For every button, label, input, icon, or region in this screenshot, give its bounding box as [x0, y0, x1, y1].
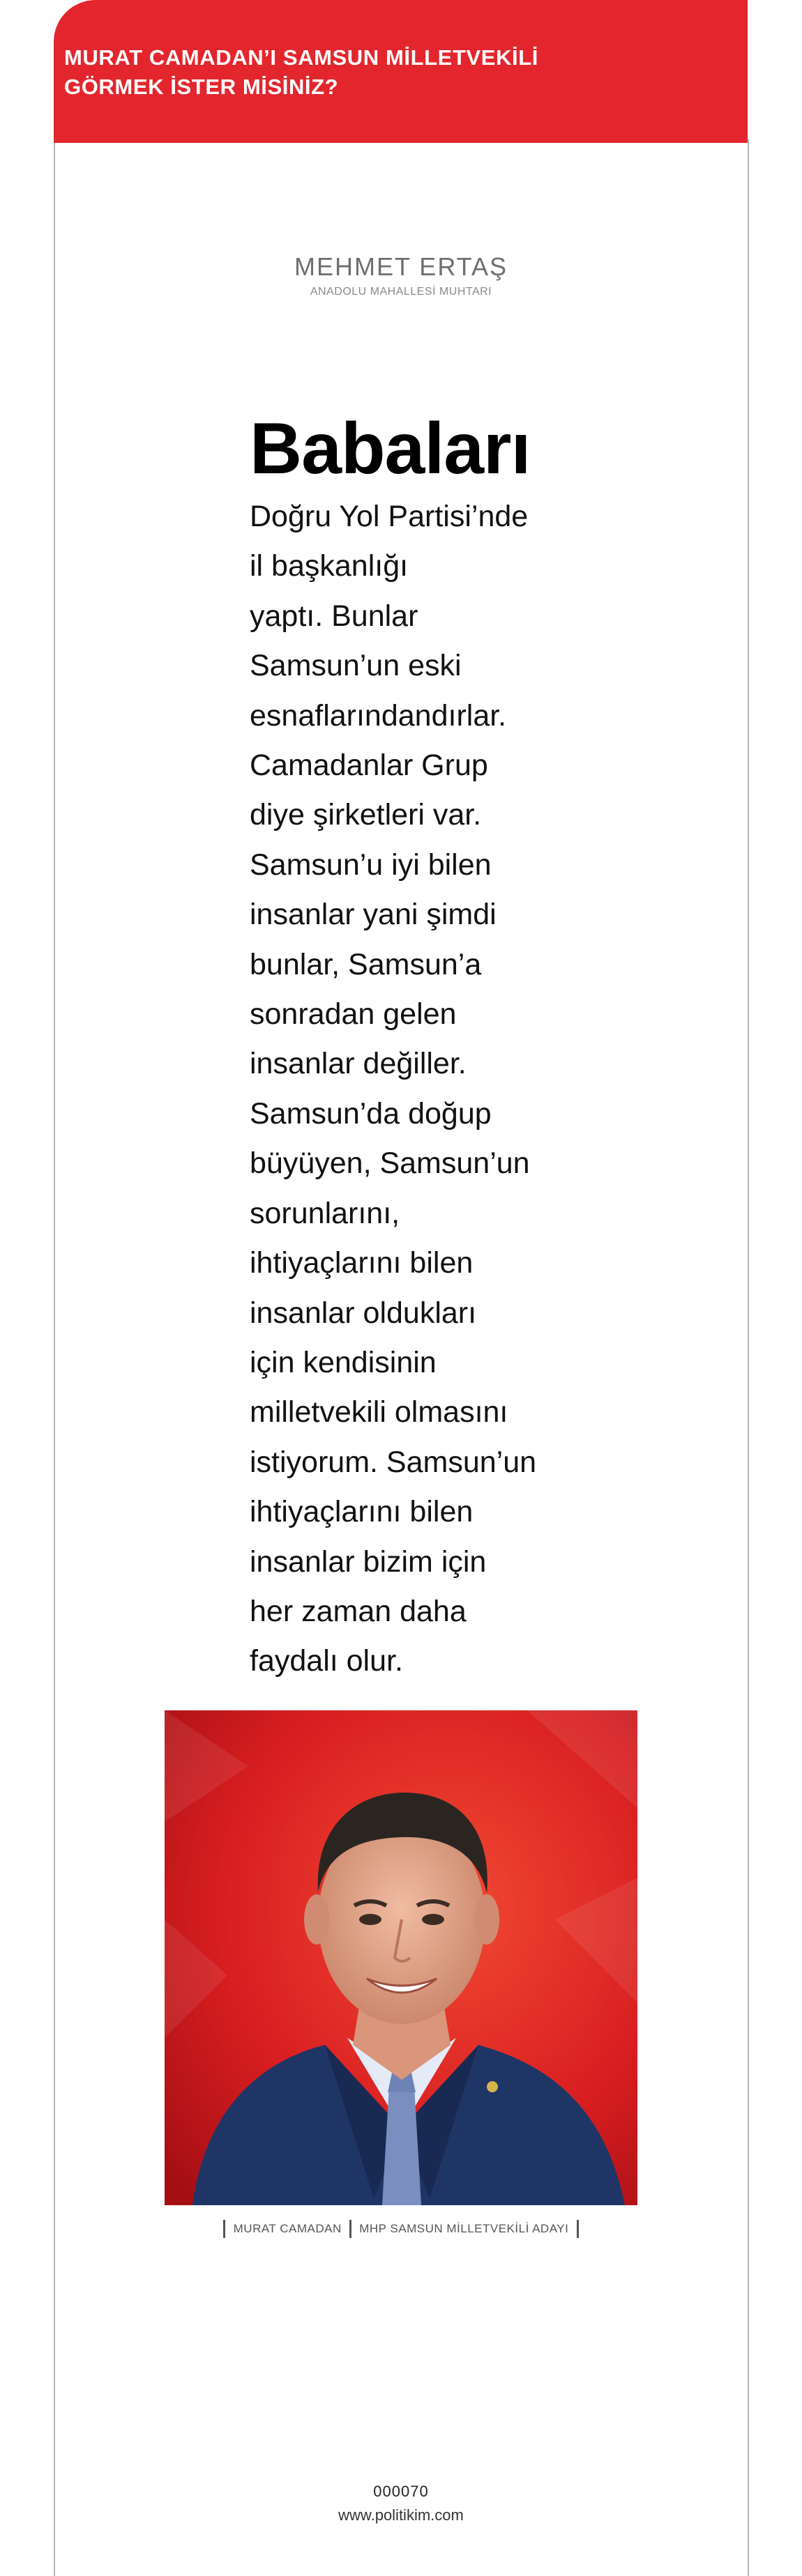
article-body	[250, 492, 557, 1687]
article-line: Camadanlar Grup	[250, 749, 488, 783]
article-line: Samsun’un eski	[250, 649, 462, 683]
article-line: için kendisinin	[250, 1345, 437, 1379]
article-line: il başkanlığı	[250, 549, 409, 583]
article-line: bunlar, Samsun’a	[250, 947, 482, 981]
article-line: insanlar bizim için	[250, 1544, 487, 1579]
article-line: diye şirketleri var.	[250, 798, 482, 832]
caption-divider	[223, 2220, 225, 2238]
article-line: esnaflarındandırlar.	[250, 698, 507, 733]
photo-caption	[0, 2220, 802, 2238]
caption-divider	[349, 2220, 351, 2238]
article-heading: Babaları	[250, 408, 531, 489]
author-name: MEHMET ERTAŞ	[294, 252, 508, 281]
page-code: 000070	[373, 2483, 429, 2500]
article-line: her zaman daha	[250, 1594, 467, 1628]
article-line: Samsun’da doğup	[250, 1096, 492, 1130]
banner-title	[64, 43, 664, 102]
article-line: milletvekili olmasını	[250, 1395, 508, 1429]
banner-title-line-1: MURAT CAMADAN’I SAMSUN MİLLETVEKİLİ	[64, 45, 538, 70]
article-line: faydalı olur.	[250, 1644, 403, 1678]
article-line: sorunlarını,	[250, 1196, 400, 1230]
article-line: istiyorum. Samsun’un	[250, 1445, 537, 1479]
portrait-illustration	[165, 1710, 637, 2205]
article-line: sonradan gelen	[250, 997, 457, 1032]
banner-title-line-2: GÖRMEK İSTER MİSİNİZ?	[64, 75, 339, 99]
article-line: insanlar yani şimdi	[250, 898, 497, 932]
article-line: Doğru Yol Partisi’nde	[250, 500, 529, 533]
frame-left-border	[54, 139, 55, 2576]
footer	[0, 2483, 802, 2524]
caption-role: MHP SAMSUN MİLLETVEKİLİ ADAYI	[359, 2222, 569, 2235]
caption-divider	[577, 2220, 579, 2238]
article-line: büyüyen, Samsun’un	[250, 1147, 530, 1181]
article-line: ihtiyaçlarını bilen	[250, 1495, 474, 1529]
article	[250, 408, 557, 1687]
article-line: insanlar oldukları	[250, 1296, 477, 1330]
caption-name: MURAT CAMADAN	[233, 2222, 342, 2235]
site-url[interactable]: www.politikim.com	[338, 2506, 464, 2524]
article-line: yaptı. Bunlar	[250, 599, 418, 633]
author-block	[0, 252, 802, 298]
frame-right-border	[748, 139, 749, 2576]
author-role: ANADOLU MAHALLESİ MUHTARI	[310, 286, 492, 298]
candidate-photo	[165, 1710, 637, 2205]
article-line: ihtiyaçlarını bilen	[250, 1246, 474, 1280]
article-line: Samsun’u iyi bilen	[250, 848, 492, 882]
article-line: insanlar değiller.	[250, 1047, 467, 1081]
